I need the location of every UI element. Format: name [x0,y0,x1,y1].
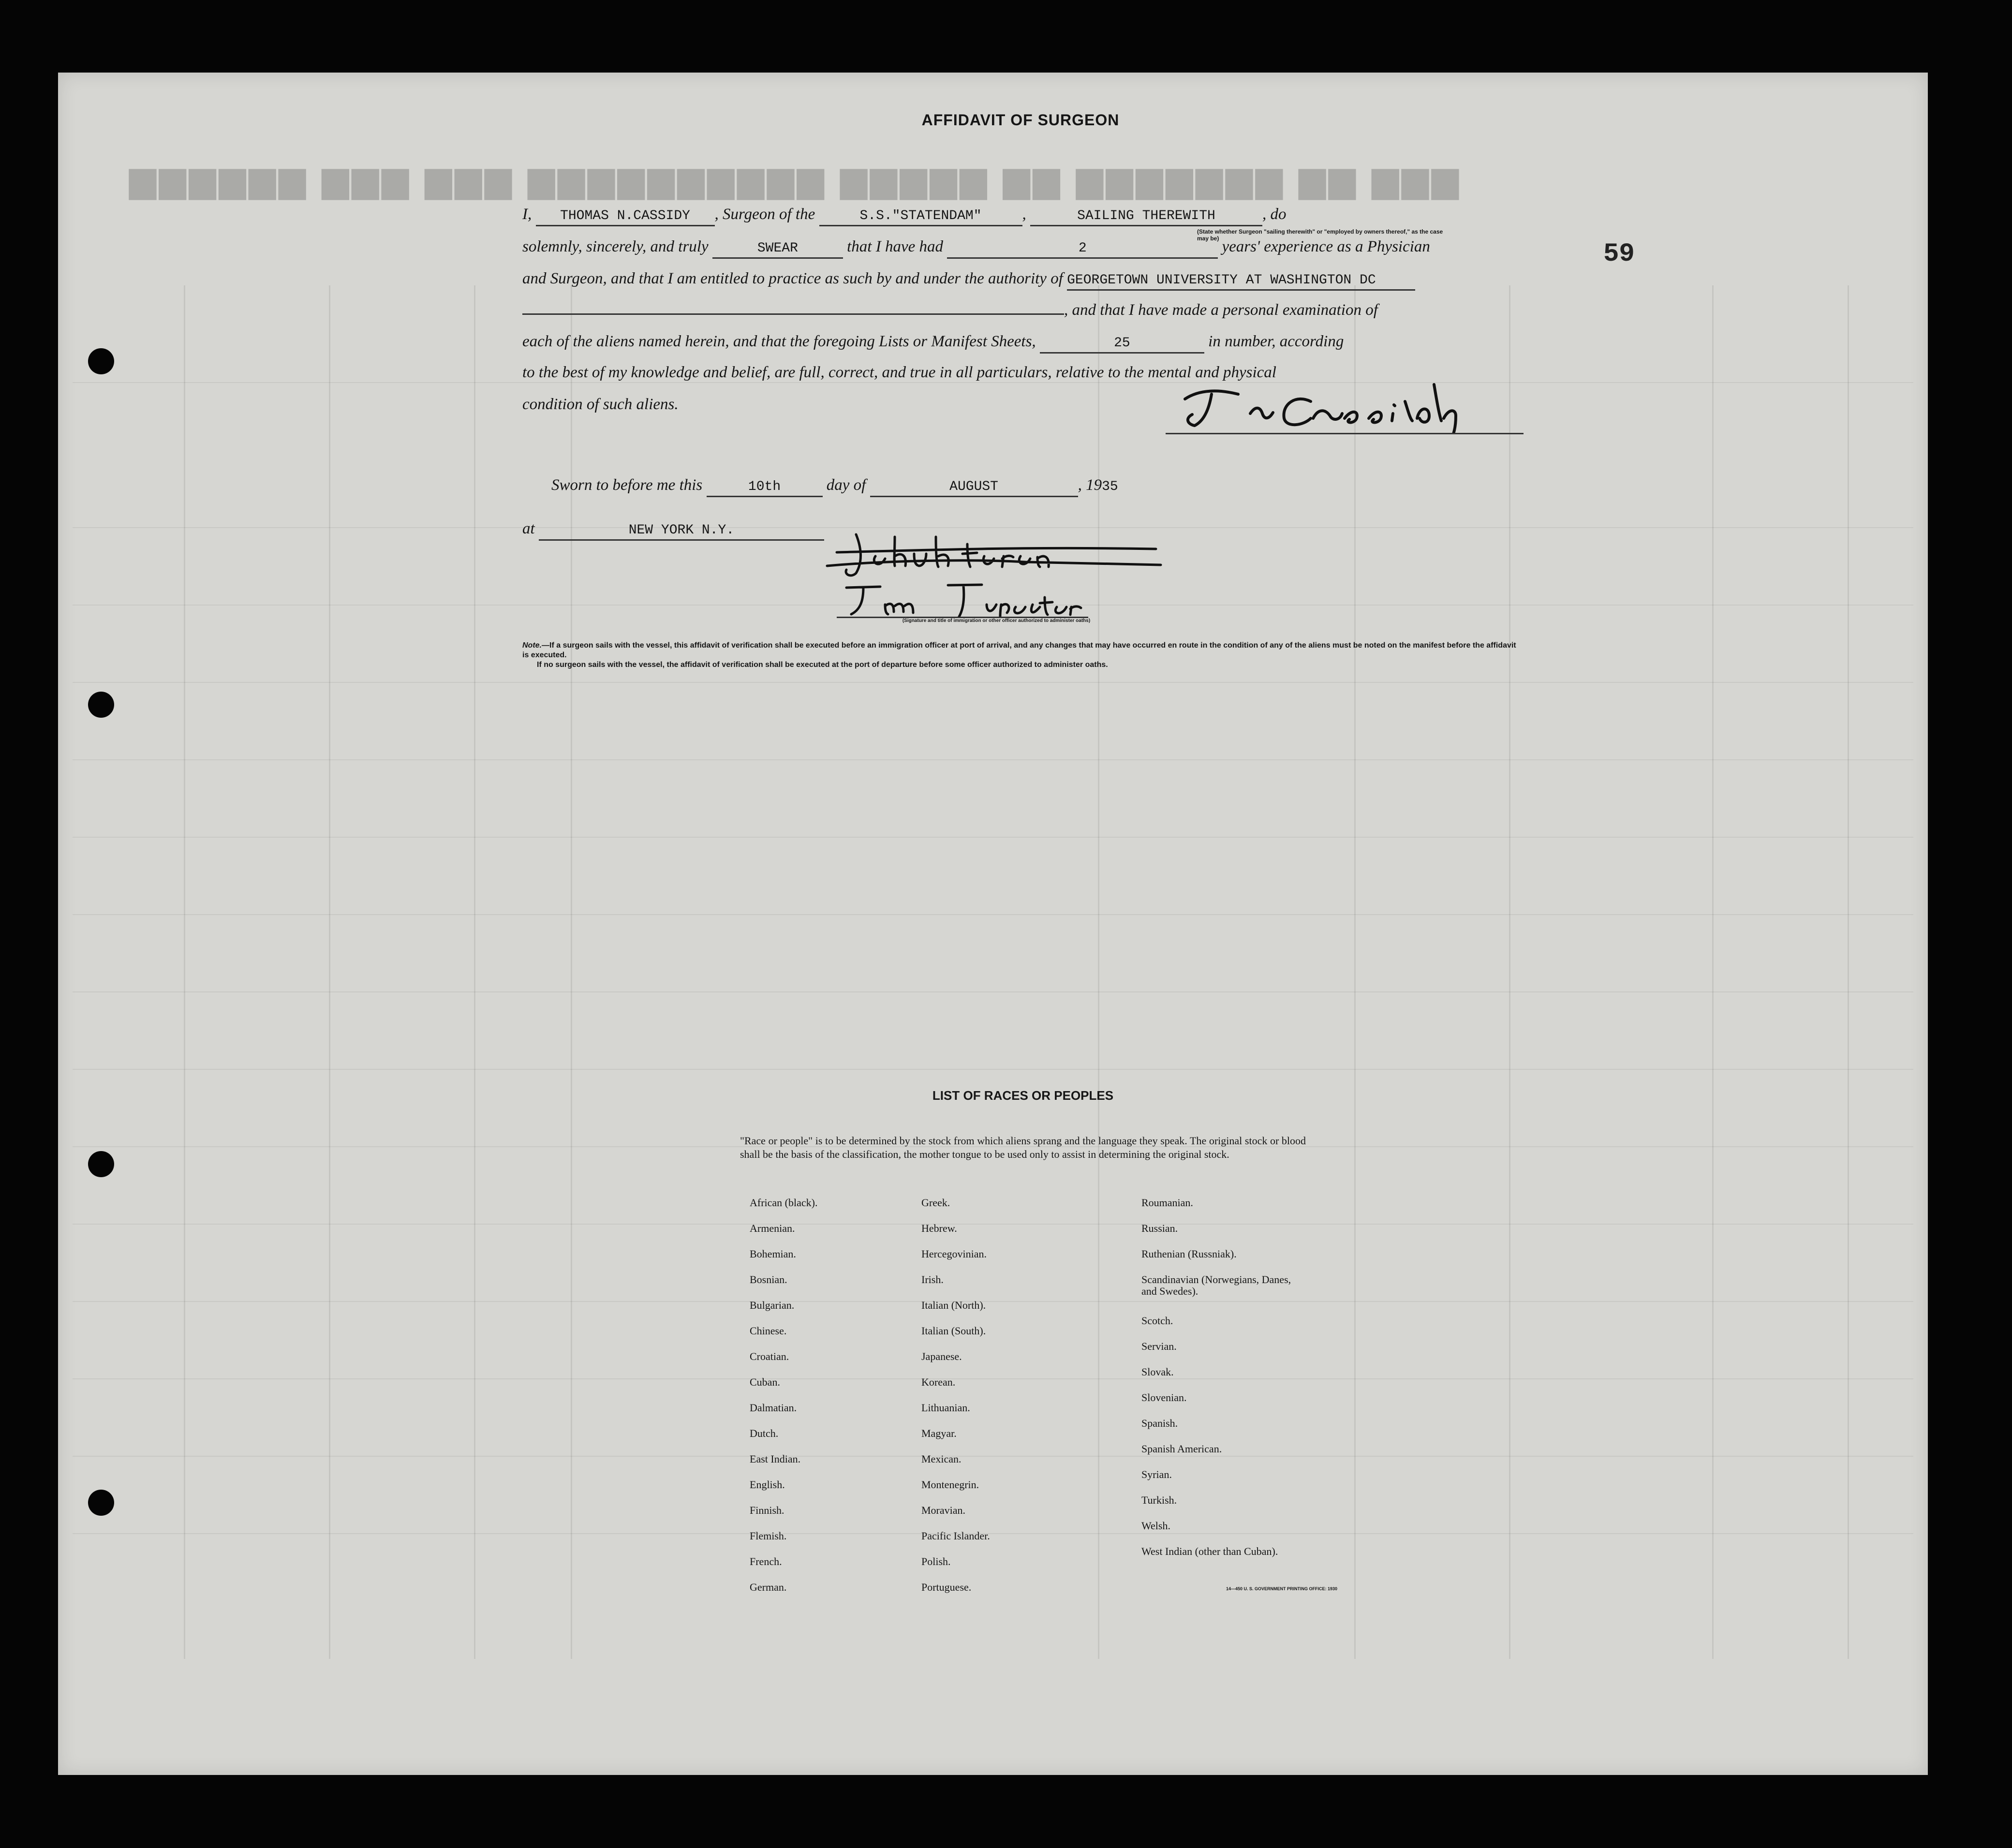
experience-label: that I have had [847,238,943,255]
note-label: Note. [522,641,542,650]
affidavit-line-6: to the best of my knowledge and belief, are full, correct, and true in all particulars, relative to the mental and physical [522,364,1276,381]
race-item: Spanish American. [1141,1443,1222,1455]
bleed-through-heading: ▆▆▆ ▆▆ ▆▆▆▆▆▆▆ ▆▆ ▆▆▆▆▆ ▆▆▆▆▆▆▆▆▆▆ ▆▆▆ ▆▆▆ ▆▆▆▆▆▆ [126,161,1458,198]
race-item: Bulgarian. [750,1299,795,1311]
bg-rule [474,285,475,1659]
race-item: Moravian. [921,1504,966,1516]
race-item: Japanese. [921,1350,962,1362]
manifest-sheet [58,73,1928,1775]
bg-rule [1712,285,1714,1659]
day-field: 10th [707,478,823,497]
bg-rule [73,914,1913,915]
bg-rule [73,759,1913,760]
race-item: Chinese. [750,1325,787,1337]
affidavit-line-4 [522,301,1519,319]
race-item: Finnish. [750,1504,784,1516]
bg-rule [184,285,185,1659]
affidavit-of-surgeon [522,111,1519,669]
race-item: Slovak. [1141,1366,1174,1378]
race-item: Lithuanian. [921,1402,970,1414]
years-field: 2 [947,240,1218,259]
vessel-field: S.S."STATENDAM" [819,207,1022,226]
sailing-status-note: (State whether Surgeon "sailing therewith" or "employed by owners thereof," as the case may be) [1197,228,1443,242]
bg-rule [73,382,1913,383]
race-item: Portuguese. [921,1581,972,1593]
binder-hole [88,1151,114,1177]
binder-hole [88,692,114,718]
race-item: Roumanian. [1141,1197,1193,1209]
month-field: AUGUST [870,478,1078,497]
manifest-sheets-label: each of the aliens named herein, and that the foregoing Lists or Manifest Sheets, [522,333,1036,350]
surgeon-of-label: , Surgeon of the [714,206,815,223]
race-item: Bohemian. [750,1248,796,1260]
race-item: German. [750,1581,787,1593]
authority-field-continued [522,313,1064,315]
race-item: Turkish. [1141,1494,1177,1506]
race-item: Russian. [1141,1222,1178,1234]
race-item: Korean. [921,1376,956,1388]
sworn-line [551,476,1519,497]
year-field: 35 [1102,479,1118,494]
binder-hole [88,348,114,374]
race-item: West Indian (other than Cuban). [1141,1545,1278,1557]
races-intro: "Race or people" is to be determined by the stock from which aliens sprang and the language they speak. The original stock or blood shall be the basis of the classification, the mother tongue to be used only to assist in determining the original stock. [740,1135,1306,1160]
sworn-label: Sworn to before me this [551,476,703,494]
race-item: Hebrew. [921,1222,957,1234]
race-item: Dutch. [750,1427,779,1439]
year-label: , 19 [1078,476,1102,494]
bg-rule [73,991,1913,992]
examination-label: , and that I have made a personal examination of [1064,301,1378,319]
race-item: Flemish. [750,1530,787,1542]
race-item: Bosnian. [750,1273,787,1286]
officer-title-signature [837,578,1088,618]
affidavit-title: AFFIDAVIT OF SURGEON [921,111,1120,129]
race-item: Hercegovinian. [921,1248,987,1260]
race-item: Spanish. [1141,1417,1178,1429]
day-of-label: day of [826,476,866,494]
race-item: English. [750,1478,785,1491]
race-item: Italian (South). [921,1325,986,1337]
race-item: Slovenian. [1141,1391,1187,1404]
race-item: Scandinavian (Norwegians, Danes, and Swedes). [1141,1273,1291,1297]
bg-rule [329,285,330,1659]
note-text-1: —If a surgeon sails with the vessel, this affidavit of verification shall be executed before an immigration officer at port of arrival, and any changes that may have occurred en route in the condition of any of the aliens must be noted on the manifest before the affidavit is executed. [522,641,1516,659]
race-item: East Indian. [750,1453,801,1465]
race-item: Greek. [921,1197,950,1209]
surgeon-signature [1166,380,1524,434]
sailing-status-field: SAILING THEREWITH [1030,207,1262,226]
affidavit-prefix: I, [522,206,532,223]
race-item: Pacific Islander. [921,1530,990,1542]
page-number: 59 [1603,239,1635,269]
note-text-2: If no surgeon sails with the vessel, the affidavit of verification shall be executed at the port of departure before some officer authorized to administer oaths. [537,661,1108,669]
race-item: Cuban. [750,1376,780,1388]
affidavit-line-3 [522,270,1519,291]
affidavit-line-5 [522,333,1519,354]
race-item: Irish. [921,1273,944,1286]
race-item: Dalmatian. [750,1402,797,1414]
printing-office-code: 14—450 U. S. GOVERNMENT PRINTING OFFICE: 1930 [1226,1586,1338,1591]
authority-label: and Surgeon, and that I am entitled to practice as such by and under the authority of [522,270,1063,287]
races-column-2 [921,1197,1086,1607]
oath-field: SWEAR [712,240,843,259]
bg-rule [73,1069,1913,1070]
officer-signature [822,527,1170,580]
bg-rule [1848,285,1849,1659]
years-label: years' experience as a Physician [1222,238,1430,255]
race-item: Magyar. [921,1427,957,1439]
bg-rule [73,837,1913,838]
race-item: Armenian. [750,1222,795,1234]
affidavit-line-7: condition of such aliens. [522,396,679,413]
race-item: Ruthenian (Russniak). [1141,1248,1237,1260]
race-item: Syrian. [1141,1468,1172,1480]
authority-field: GEORGETOWN UNIVERSITY AT WASHINGTON DC [1067,272,1415,291]
races-column-3 [1141,1197,1306,1571]
place-field: NEW YORK N.Y. [539,522,824,541]
at-label: at [522,520,535,537]
affidavit-line-2 [522,238,1519,259]
affidavit-line-1: I, THOMAS N.CASSIDY , Surgeon of the S.S."STATENDAM" , SAILING THEREWITH , do [522,206,1519,226]
race-item: Polish. [921,1555,951,1567]
officer-signature-caption: (Signature and title of immigration or other officer authorized to administer oaths) [902,618,1091,623]
races-column-1 [750,1197,909,1607]
race-item: Italian (North). [921,1299,986,1311]
race-item: Scotch. [1141,1315,1173,1327]
affidavit-note [522,641,1519,670]
race-item: African (black). [750,1197,818,1209]
do-label: , do [1262,206,1287,223]
solemnly-label: solemnly, sincerely, and truly [522,238,709,255]
surgeon-name-field: THOMAS N.CASSIDY [536,207,715,226]
races-title: LIST OF RACES OR PEOPLES [932,1088,1114,1103]
race-item: Croatian. [750,1350,789,1362]
race-item: Welsh. [1141,1520,1170,1532]
race-item: French. [750,1555,782,1567]
race-item: Mexican. [921,1453,962,1465]
race-item: Montenegrin. [921,1478,979,1491]
binder-hole [88,1490,114,1516]
race-item: Servian. [1141,1340,1177,1352]
bg-rule [73,682,1913,683]
sheets-count-field: 25 [1040,335,1204,354]
in-number-label: in number, according [1208,333,1344,350]
